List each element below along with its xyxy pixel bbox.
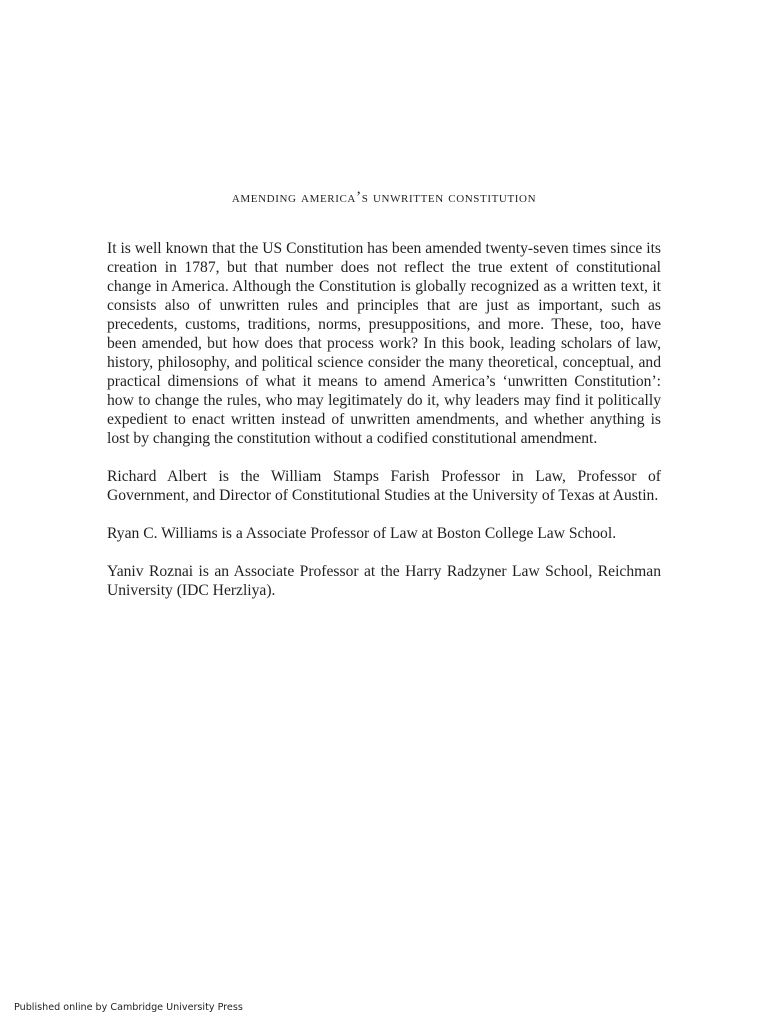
editor-bio-albert: Richard Albert is the William Stamps Farish Professor in Law, Professor of Government, and Director of Constitutional Studies at the University of Texas at Austin. xyxy=(107,468,661,504)
publisher-footer: Published online by Cambridge University Press xyxy=(14,1002,243,1013)
book-blurb-page xyxy=(107,188,661,619)
editor-bio-williams: Ryan C. Williams is a Associate Professor of Law at Boston College Law School. xyxy=(107,525,617,542)
book-description: It is well known that the US Constitution has been amended twenty-seven times since its creation in 1787, but that number does not reflect the true extent of constitutional change in America. Although the Constitution is globally recognized as a written text, it consists also of unwritten rules and principles that are just as important, such as precedents, customs, traditions, norms, presuppositions, and more. These, too, have been amended, but how does that process work? In this book, leading scholars of law, history, philosophy, and political science consider the many theoretical, conceptual, and practical dimensions of what it means to amend America’s ‘unwritten Constitution’: how to change the rules, who may legitimately do it, why leaders may find it politically expedient to enact written instead of unwritten amendments, and whether anything is lost by changing the constitution without a codified constitutional amendment. xyxy=(107,240,661,447)
editor-bio-roznai: Yaniv Roznai is an Associate Professor at the Harry Radzyner Law School, Reichman University (IDC Herzliya). xyxy=(107,563,661,599)
book-title: amending america’s unwritten constitution xyxy=(231,189,537,206)
